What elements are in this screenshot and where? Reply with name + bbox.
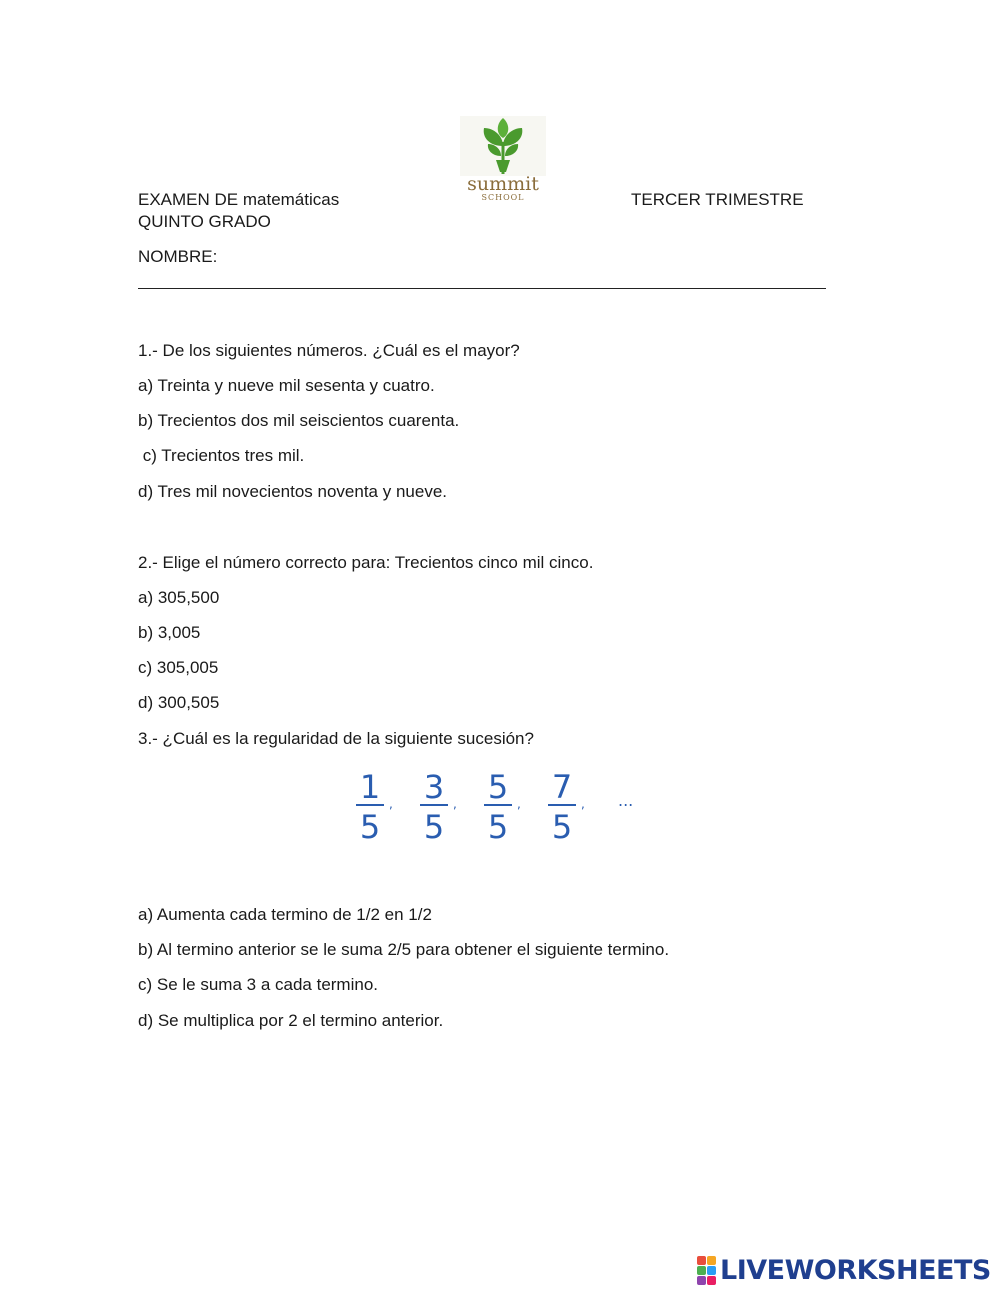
fraction-separator: ,: [517, 797, 521, 811]
fraction-numerator: 5: [487, 768, 509, 806]
fraction-denominator: 5: [551, 808, 573, 846]
liveworksheets-logo: [697, 1255, 991, 1285]
question-3-option-c[interactable]: c) Se le suma 3 a cada termino.: [138, 975, 379, 994]
question-2-prompt: 2.- Elige el número correcto para: Trecientos cinco mil cinco.: [138, 553, 594, 572]
exam-title: EXAMEN DE matemáticas: [138, 190, 340, 209]
fraction-separator: ,: [389, 797, 393, 811]
fraction-separator: ,: [581, 797, 585, 811]
fraction-numerator: 1: [359, 768, 381, 806]
question-1-option-d[interactable]: d) Tres mil novecientos noventa y nueve.: [138, 482, 447, 501]
brand-block: [707, 1276, 716, 1285]
question-3-option-b[interactable]: b) Al termino anterior se le suma 2/5 para obtener el siguiente termino.: [138, 940, 670, 959]
grade-label: QUINTO GRADO: [138, 212, 271, 231]
brand-block: [697, 1276, 706, 1285]
question-2-option-b[interactable]: b) 3,005: [138, 623, 201, 642]
question-2-option-d[interactable]: d) 300,505: [138, 693, 220, 712]
fraction-sequence: [350, 768, 640, 848]
plant-icon: [460, 116, 546, 176]
logo-wordmark: summit: [467, 173, 539, 195]
fraction-ellipsis: ...: [618, 791, 634, 810]
question-3-prompt: 3.- ¿Cuál es la regularidad de la siguiente sucesión?: [138, 729, 534, 748]
name-underline: [138, 288, 826, 289]
logo-subtitle: SCHOOL: [481, 193, 525, 202]
question-3-option-a[interactable]: a) Aumenta cada termino de 1/2 en 1/2: [138, 905, 432, 924]
liveworksheets-wordmark: LIVEWORKSHEETS: [720, 1254, 991, 1286]
question-1-option-b[interactable]: b) Trecientos dos mil seiscientos cuarenta.: [138, 411, 460, 430]
question-3-option-d[interactable]: d) Se multiplica por 2 el termino anterior.: [138, 1011, 444, 1030]
fraction-numerator: 7: [551, 768, 573, 806]
fraction-denominator: 5: [359, 808, 381, 846]
brand-block: [707, 1266, 716, 1275]
question-1-option-a[interactable]: a) Treinta y nueve mil sesenta y cuatro.: [138, 376, 435, 395]
fraction-denominator: 5: [423, 808, 445, 846]
fraction-numerator: 3: [423, 768, 445, 806]
fraction-separator: ,: [453, 797, 457, 811]
brand-block: [697, 1266, 706, 1275]
question-2-option-a[interactable]: a) 305,500: [138, 588, 220, 607]
liveworksheets-blocks-icon: [697, 1256, 716, 1285]
name-label: NOMBRE:: [138, 247, 218, 266]
brand-block: [697, 1256, 706, 1265]
summit-school-logo: [460, 116, 546, 208]
question-1-option-c[interactable]: c) Trecientos tres mil.: [138, 446, 305, 465]
brand-block: [707, 1256, 716, 1265]
term-label: TERCER TRIMESTRE: [631, 190, 804, 209]
question-2-option-c[interactable]: c) 305,005: [138, 658, 219, 677]
question-1-prompt: 1.- De los siguientes números. ¿Cuál es el mayor?: [138, 341, 520, 360]
fraction-denominator: 5: [487, 808, 509, 846]
